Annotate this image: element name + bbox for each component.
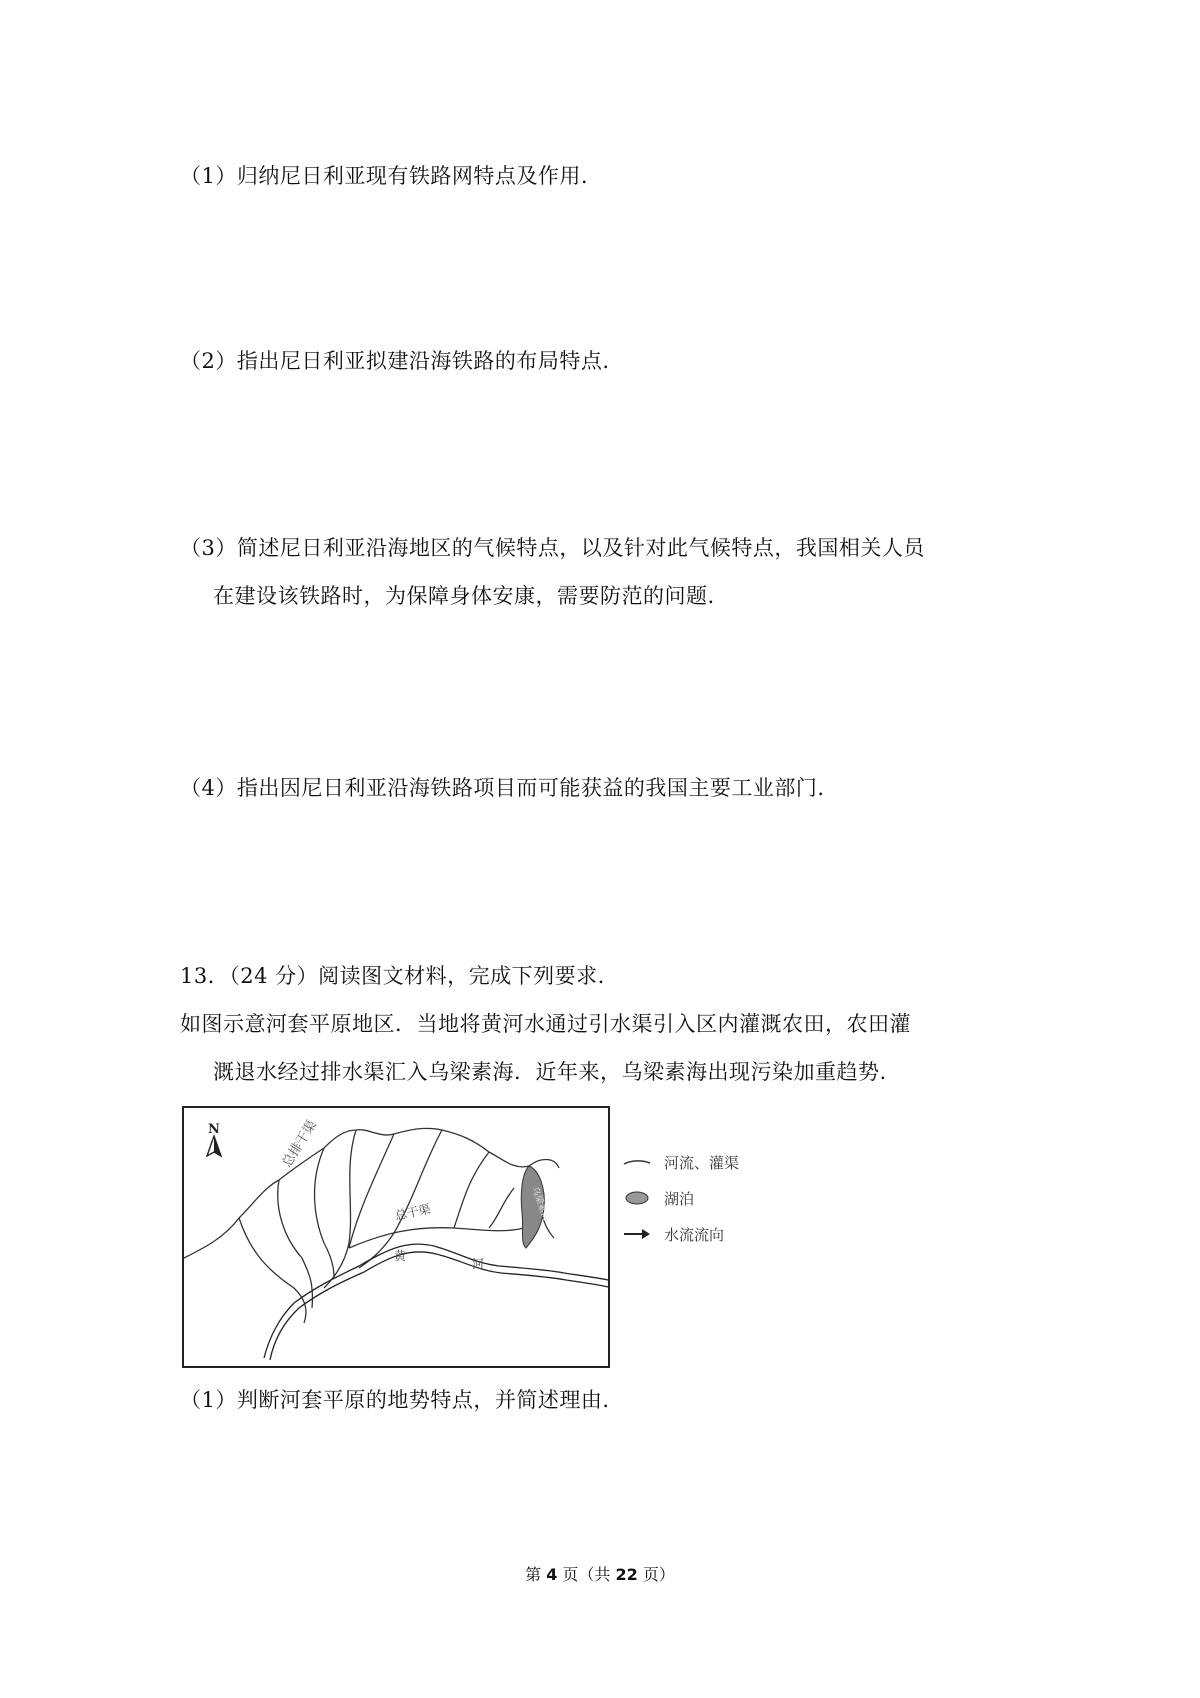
yellow-river-label-1: 黄: [394, 1249, 407, 1263]
material-line-2: 溉退水经过排水渠汇入乌梁素海．近年来，乌梁素海出现污染加重趋势.: [213, 1060, 887, 1084]
question-4: （4）指出因尼日利亚沿海铁路项目而可能获益的我国主要工业部门.: [180, 776, 825, 800]
north-label: N: [208, 1122, 220, 1137]
question-1: （1）归纳尼日利亚现有铁路网特点及作用.: [180, 164, 589, 188]
legend-flow-label: 水流流向: [664, 1225, 725, 1244]
question-2: （2）指出尼日利亚拟建沿海铁路的布局特点.: [180, 349, 610, 373]
legend-row-flow: [622, 1222, 724, 1246]
question-13-header: 13．（24 分）阅读图文材料，完成下列要求.: [180, 964, 605, 988]
question-3-line-2: 在建设该铁路时，为保障身体安康，需要防范的问题.: [213, 584, 715, 608]
main-canal-label: 总干渠: [393, 1201, 432, 1223]
question-3-line-1: （3）简述尼日利亚沿海地区的气候特点，以及针对此气候特点，我国相关人员: [180, 536, 925, 560]
map-legend: [622, 1150, 772, 1260]
hetao-plain-map: [182, 1106, 610, 1368]
map-drawing: [184, 1108, 608, 1366]
page-footer: [0, 1562, 1200, 1585]
river-line-icon: [622, 1154, 652, 1170]
legend-lake-label: 湖泊: [664, 1189, 695, 1208]
footer-total-pages: 22: [615, 1565, 638, 1584]
legend-river-label: 河流、灌渠: [664, 1153, 740, 1172]
legend-row-river: [622, 1150, 739, 1174]
footer-page-number: 4: [546, 1565, 558, 1584]
footer-suffix: 页）: [642, 1565, 675, 1584]
flow-arrow-icon: [622, 1226, 652, 1242]
yellow-river-label-2: 河: [472, 1257, 485, 1271]
legend-row-lake: [622, 1186, 694, 1210]
lake-label: 乌梁素海: [529, 1185, 551, 1223]
footer-middle: 页（共: [562, 1565, 611, 1584]
question-13-sub-1: （1）判断河套平原的地势特点，并简述理由.: [180, 1388, 610, 1412]
main-drain-label: 总排干渠: [279, 1118, 320, 1171]
lake-icon: [622, 1190, 652, 1206]
north-arrow-icon: [207, 1136, 221, 1156]
material-line-1: 如图示意河套平原地区．当地将黄河水通过引水渠引入区内灌溉农田，农田灌: [180, 1012, 911, 1036]
footer-prefix: 第: [525, 1565, 542, 1584]
